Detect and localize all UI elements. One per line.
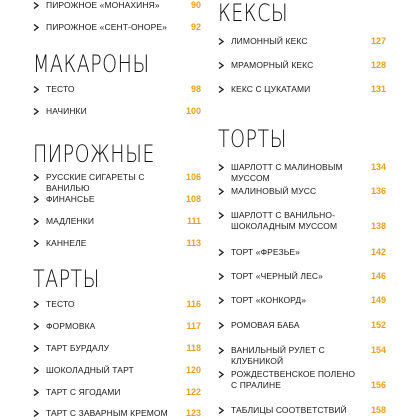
toc-entry-label: ТАРТ С ЯГОДАМИ — [46, 387, 121, 397]
toc-entry-page: 116 — [186, 299, 201, 309]
toc-entry-label: ТАРТ С ЗАВАРНЫМ КРЕМОМ — [46, 408, 168, 418]
toc-entry[interactable] — [33, 172, 201, 194]
toc-entry-label: ШАРЛОТТ С МАЛИНОВЫМ МУССОМ — [231, 162, 343, 183]
toc-entry[interactable] — [33, 321, 201, 332]
chevron-right-icon — [218, 371, 224, 377]
chevron-right-icon — [33, 218, 39, 224]
chevron-right-icon — [33, 2, 39, 8]
toc-entry-label: ФОРМОВКА — [46, 321, 96, 331]
toc-entry-page: 100 — [185, 106, 201, 116]
toc-entry[interactable] — [218, 271, 386, 282]
toc-entry[interactable] — [218, 60, 386, 71]
toc-entry[interactable] — [218, 320, 386, 331]
toc-entry[interactable] — [33, 0, 201, 11]
chevron-right-icon — [218, 188, 224, 194]
toc-entry-page: 134 — [370, 162, 386, 172]
chevron-right-icon — [218, 212, 224, 218]
toc-entry-label: КАННЕЛЕ — [46, 238, 87, 248]
toc-entry[interactable] — [33, 238, 201, 249]
toc-entry-page: 92 — [190, 22, 201, 32]
toc-entry-page: 142 — [370, 247, 386, 257]
toc-entry-page: 117 — [186, 321, 201, 331]
toc-entry-page: 152 — [370, 320, 386, 330]
chevron-right-icon — [218, 347, 224, 353]
toc-entry-label: ФИНАНСЬЕ — [46, 194, 95, 204]
toc-entry-page: 111 — [186, 216, 201, 226]
toc-entry-label: МРАМОРНЫЙ КЕКС — [231, 60, 314, 70]
chevron-right-icon — [218, 407, 224, 413]
chevron-right-icon — [218, 86, 224, 92]
toc-entry-label: ТОРТ «КОНКОРД» — [231, 295, 307, 305]
toc-entry-label: МАДЛЕНКИ — [46, 216, 95, 226]
toc-entry[interactable] — [33, 106, 201, 117]
toc-entry-page: 122 — [185, 387, 201, 397]
chevron-right-icon — [33, 24, 39, 30]
toc-entry[interactable] — [218, 36, 386, 47]
toc-entry[interactable] — [218, 247, 386, 258]
toc-entry[interactable] — [33, 194, 201, 205]
section-title-macarons: МАКАРОНЫ — [33, 50, 150, 78]
toc-entry-page: 98 — [190, 84, 201, 94]
toc-entry-page: 136 — [370, 186, 386, 196]
toc-entry-label: РУССКИЕ СИГАРЕТЫ С ВАНИЛЬЮ — [46, 172, 145, 193]
toc-entry-label: ТОРТ «ЧЕРНЫЙ ЛЕС» — [231, 271, 323, 281]
toc-entry-page: 113 — [186, 238, 201, 248]
toc-entry-page: 131 — [370, 84, 386, 94]
toc-entry[interactable] — [33, 299, 201, 310]
toc-entry-label: ТЕСТО — [46, 299, 75, 309]
toc-entry[interactable] — [218, 369, 386, 391]
chevron-right-icon — [33, 410, 39, 416]
toc-entry[interactable] — [33, 216, 201, 227]
chevron-right-icon — [218, 297, 224, 303]
toc-entry-page: 118 — [186, 343, 201, 353]
chevron-right-icon — [33, 345, 39, 351]
section-title-tortes: ТОРТЫ — [218, 125, 287, 153]
toc-entry-page: 128 — [370, 60, 386, 70]
toc-entry[interactable] — [218, 162, 386, 184]
toc-entry-page: 154 — [370, 345, 386, 355]
chevron-right-icon — [33, 196, 39, 202]
toc-entry-label: ТОРТ «ФРЕЗЬЕ» — [231, 247, 301, 257]
toc-entry[interactable] — [33, 387, 201, 398]
chevron-right-icon — [33, 389, 39, 395]
toc-entry-label: РОМОВАЯ БАБА — [231, 320, 300, 330]
toc-entry-page: 149 — [370, 295, 386, 305]
toc-entry[interactable] — [33, 343, 201, 354]
toc-entry-page: 108 — [185, 194, 201, 204]
chevron-right-icon — [218, 164, 224, 170]
toc-entry-label: ШАРЛОТТ С ВАНИЛЬНО- ШОКОЛАДНЫМ МУССОМ — [231, 210, 338, 231]
toc-entry-page: 158 — [370, 405, 386, 415]
toc-entry-label: ВАНИЛЬНЫЙ РУЛЕТ С КЛУБНИКОЙ — [231, 345, 325, 366]
toc-entry-label: ЛИМОННЫЙ КЕКС — [231, 36, 308, 46]
chevron-right-icon — [218, 322, 224, 328]
toc-entry-page: 106 — [185, 172, 201, 182]
toc-entry-label: ПИРОЖНОЕ «СЕНТ-ОНОРЕ» — [46, 22, 167, 32]
toc-entry-page: 90 — [190, 0, 201, 10]
chevron-right-icon — [33, 174, 39, 180]
toc-entry-label: ШОКОЛАДНЫЙ ТАРТ — [46, 365, 134, 375]
chevron-right-icon — [218, 62, 224, 68]
toc-entry-label: РОЖДЕСТВЕНСКОЕ ПОЛЕНО С ПРАЛИНЕ — [231, 369, 356, 390]
toc-entry-label: КЕКС С ЦУКАТАМИ — [231, 84, 311, 94]
toc-entry[interactable] — [218, 186, 386, 197]
toc-entry-label: МАЛИНОВЫЙ МУСС — [231, 186, 317, 196]
section-title-pastries: ПИРОЖНЫЕ — [33, 140, 155, 168]
toc-entry[interactable] — [218, 295, 386, 306]
toc-entry-page: 127 — [370, 36, 386, 46]
section-title-tarts: ТАРТЫ — [33, 265, 100, 293]
toc-entry-label: ТЕСТО — [46, 84, 75, 94]
toc-entry[interactable] — [33, 22, 201, 33]
toc-entry-page: 138 — [370, 221, 386, 231]
toc-entry-label: ТАБЛИЦЫ СООТВЕТСТВИЙ — [231, 405, 347, 415]
chevron-right-icon — [33, 240, 39, 246]
chevron-right-icon — [33, 323, 39, 329]
toc-entry[interactable] — [218, 345, 386, 367]
chevron-right-icon — [33, 301, 39, 307]
toc-entry-page: 120 — [185, 365, 201, 375]
toc-entry-label: ТАРТ БУРДАЛУ — [46, 343, 110, 353]
chevron-right-icon — [33, 367, 39, 373]
toc-entry[interactable] — [33, 84, 201, 95]
toc-entry[interactable] — [33, 408, 201, 419]
chevron-right-icon — [33, 86, 39, 92]
toc-entry-page: 156 — [370, 380, 386, 390]
chevron-right-icon — [218, 249, 224, 255]
toc-entry-page: 146 — [370, 271, 386, 281]
toc-entry[interactable] — [218, 84, 386, 95]
toc-entry[interactable] — [33, 365, 201, 376]
section-title-cakes: КЕКСЫ — [218, 0, 289, 27]
toc-entry[interactable] — [218, 210, 386, 232]
toc-entry-page: 123 — [185, 408, 201, 418]
toc-entry[interactable] — [218, 405, 386, 416]
toc-entry-label: НАЧИНКИ — [46, 106, 87, 116]
chevron-right-icon — [33, 108, 39, 114]
chevron-right-icon — [218, 273, 224, 279]
toc-entry-label: ПИРОЖНОЕ «МОНАХИНЯ» — [46, 0, 160, 10]
chevron-right-icon — [218, 38, 224, 44]
